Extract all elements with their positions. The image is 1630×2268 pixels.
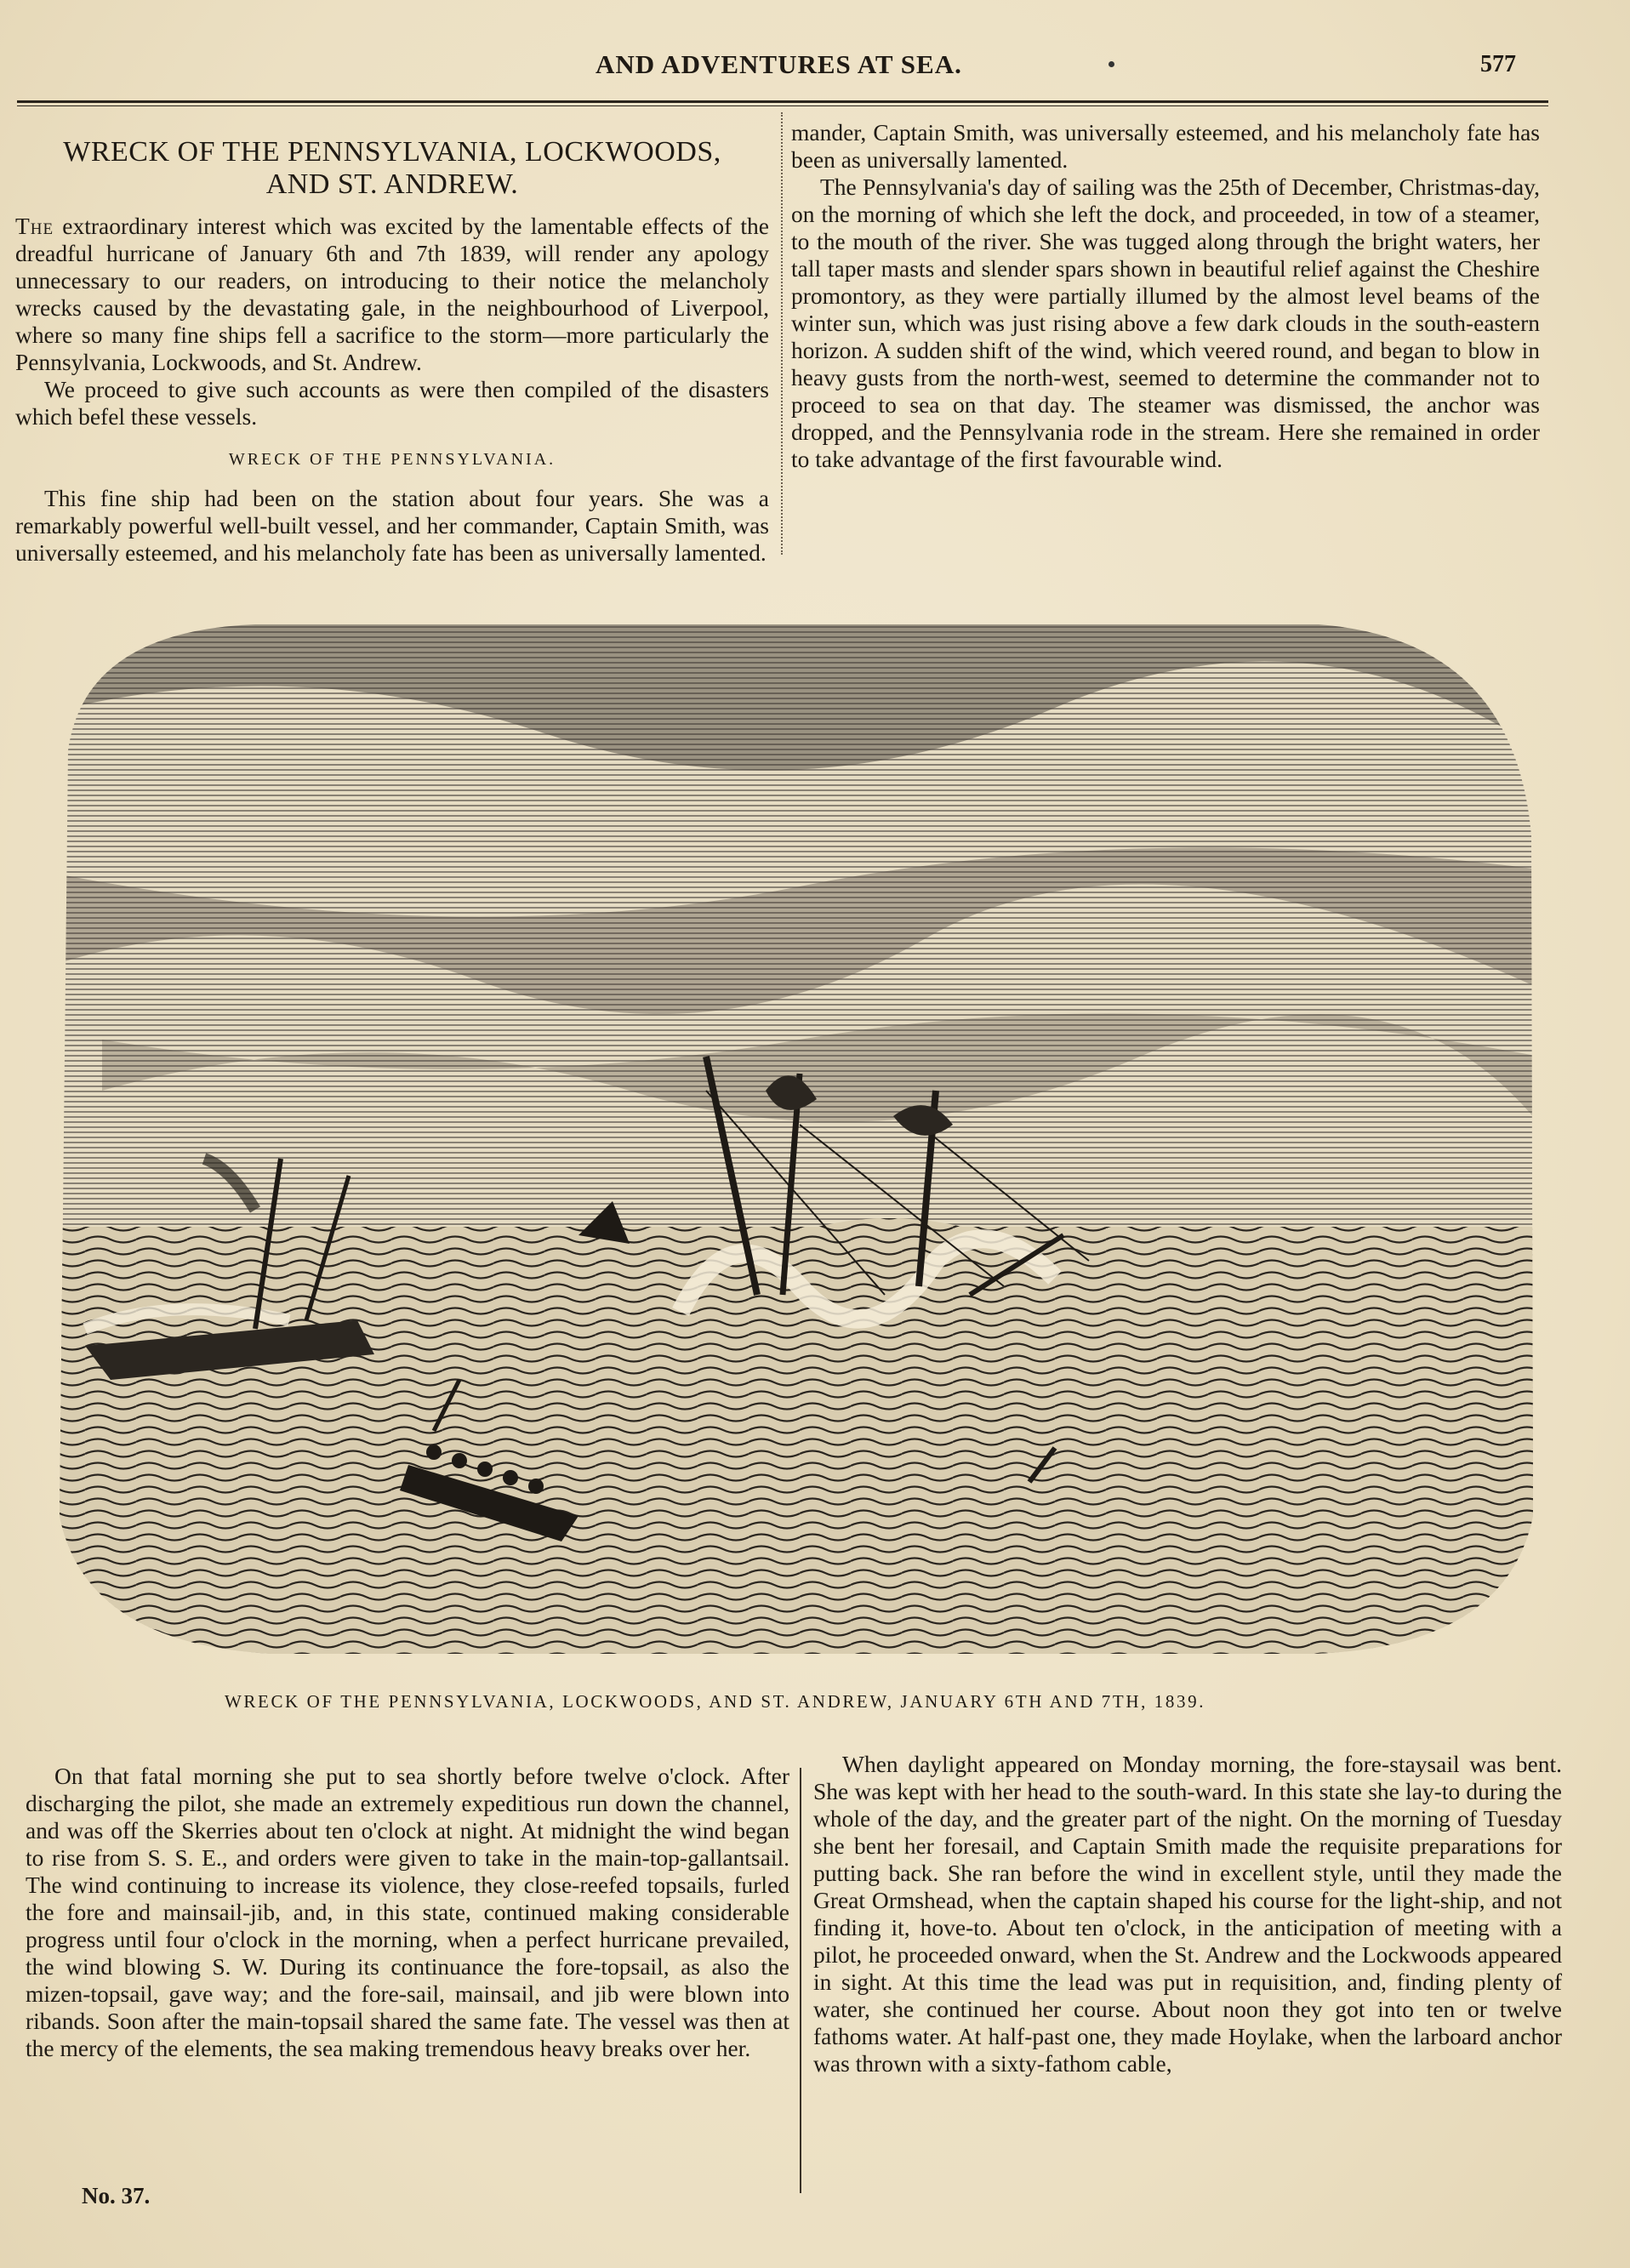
bottom-right-column [813,1751,1562,2077]
headline-line-1: WRECK OF THE PENNSYLVANIA, LOCKWOODS, [63,136,721,168]
running-head-title: AND ADVENTURES AT SEA. [596,49,962,79]
engraving-caption: WRECK OF THE PENNSYLVANIA, LOCKWOODS, AND ST. ANDREW, JANUARY 6TH AND 7TH, 1839. [225,1691,1206,1712]
page-number: 577 [1480,51,1516,77]
ornament-dot [1109,61,1114,67]
headline-line-2: AND ST. ANDREW. [265,168,519,200]
header-rule [17,100,1548,103]
top-right-column [791,119,1540,473]
column-divider-top [781,112,784,555]
top-left-column [15,128,769,566]
intro-text: extraordinary interest which was excited by the lamentable effects of the dreadful hurricane of January 6th and 7th 1839, will render any apology unnecessary to our readers, on introducing to their notice the melancholy wrecks caused by the devastating gale, in the neighbourhood of Liverpool, where so many fine ships fell a sacrifice to the storm—more particularly the Pennsylvania, Lockwoods, and St. Andrew. [15,213,769,375]
paragraph-1-continued: mander, Captain Smith, was universally esteemed, and his melancholy fate has been as universally lamented. [791,119,1540,173]
intro-paragraph-2: We proceed to give such accounts as were then compiled of the disasters which befel these vessels. [15,376,769,430]
section-subhead: WRECK OF THE PENNSYLVANIA. [228,450,556,469]
column-divider-bottom [800,1768,802,2193]
shipwreck-engraving [34,614,1540,1661]
intro-paragraph [15,213,769,376]
signature-mark: No. 37. [82,2183,151,2208]
header-rule-thin [17,105,1548,106]
paragraph-2: The Pennsylvania's day of sailing was the 25th of December, Christmas-day, on the morning of which she left the dock, and proceeded, in tow of a steamer, to the mouth of the river. She was tugged along through the bright waters, her tall taper masts and slender spars shown in beautiful relief against the Cheshire promontory, as they were partially illumed by the almost level beams of the winter sun, which was just rising above a few dark clouds in the south-eastern horizon. A sudden shift of the wind, which veered round, and began to blow in heavy gusts from the north-west, seemed to determine the commander not to proceed to sea on that day. The steamer was dismissed, the anchor was dropped, and the Pennsylvania rode in the stream. Here she remained in order to take advantage of the first favourable wind. [791,174,1540,472]
paragraph-1: This fine ship had been on the station about four years. She was a remarkably powerful well-built vessel, and her commander, Captain Smith, was universally esteemed, and his melancholy fate has been as universally lamented. [15,485,769,566]
paragraph-4: When daylight appeared on Monday morning, the fore-staysail was bent. She was kept with her head to the south-ward. In this state she lay-to during the whole of the day, and the greater part of the night. On the morning of Tuesday she bent her foresail, and Captain Smith made the requisite preparations for putting back. She ran before the wind in excellent style, until they made the Great Ormshead, when the captain shaped his course for the light-ship, and not finding it, hove-to. About ten o'clock, in the anticipation of meeting with a pilot, he proceeded onward, when the St. Andrew and the Lockwoods appeared in sight. At this time the lead was put in requisition, and, finding plenty of water, she continued her course. About noon they got into ten or twelve fathoms water. At half-past one, they made Hoylake, when the larboard anchor was thrown with a sixty-fathom cable, [813,1751,1562,2077]
running-head [0,44,1630,87]
bottom-left-column [26,1763,789,2062]
intro-lead-word: The [15,213,54,239]
article-headline [15,136,769,201]
paragraph-3: On that fatal morning she put to sea shortly before twelve o'clock. After discharging the pilot, she made an extremely expeditious run down the channel, and was off the Skerries about ten o'clock at night. At midnight the wind began to rise from S. S. E., and orders were given to take in the main-top-gallantsail. The wind continuing to increase its violence, they close-reefed topsails, furled the fore and mainsail-jib, and, in this state, continued making considerable progress until four o'clock in the morning, when a perfect hurricane prevailed, the wind blowing S. W. During its continuance the fore-topsail, as also the mizen-topsail, gave way; and the fore-sail, mainsail, and jib were blown into ribands. Soon after the main-topsail shared the same fate. The vessel was then at the mercy of the elements, the sea making tremendous heavy breaks over her. [26,1763,789,2061]
